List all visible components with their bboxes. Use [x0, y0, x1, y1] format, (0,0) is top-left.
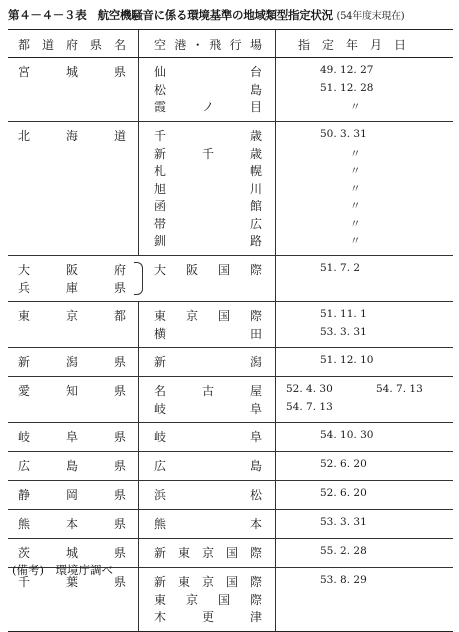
airport-cell: 新 潟: [154, 355, 262, 369]
table-row: [8, 423, 453, 452]
airport-cell: 岐 阜: [154, 401, 262, 416]
prefecture-cell: 静 岡 県: [18, 488, 126, 502]
date-cell: 53. 3. 31: [320, 325, 367, 338]
date-cell: 50. 3. 31: [320, 128, 367, 140]
date-cell: 51. 12. 10: [320, 354, 374, 366]
prefecture-cell: 広 島 県: [18, 459, 126, 473]
date-cell: 52. 6. 20: [320, 458, 367, 470]
airport-cell: 横 田: [154, 326, 262, 341]
date-cell: 53. 3. 31: [320, 516, 367, 528]
date-cell: 53. 8. 29: [320, 574, 367, 586]
table-header: [8, 30, 453, 58]
header-prefecture: 都 道 府 県 名: [18, 38, 126, 52]
table-title: [8, 7, 404, 23]
date-cell: 54. 7. 13: [376, 383, 423, 395]
designation-table: [8, 29, 453, 632]
date-cell: 〃: [350, 200, 361, 212]
date-cell: 51. 7. 2: [320, 262, 361, 274]
prefecture-cell: 熊 本 県: [18, 517, 126, 531]
airport-cell: 仙 台: [154, 65, 262, 79]
airport-cell: 熊 本: [154, 517, 262, 531]
table-body: [8, 58, 453, 632]
date-cell: 54. 7. 13: [286, 400, 333, 413]
date-cell: 〃: [350, 235, 361, 247]
title-text: 第４－４－３表 航空機騒音に係る環境基準の地域類型指定状況: [8, 8, 333, 22]
date-cell: 52. 6. 20: [320, 487, 367, 499]
airport-cell: 浜 松: [154, 488, 262, 502]
table-row: [8, 377, 453, 423]
table-row: [8, 58, 453, 122]
date-cell: 51. 11. 1: [320, 308, 367, 320]
prefecture-cell: 茨 城 県: [18, 546, 126, 560]
airport-cell: 松 島: [154, 82, 262, 97]
date-cell: 〃: [350, 217, 361, 230]
airport-cell: 千 歳: [154, 129, 262, 143]
prefecture-cell: 東 京 都: [18, 309, 126, 323]
airport-cell: 新 千 歳: [154, 146, 262, 161]
airport-cell: 名 古 屋: [154, 384, 262, 398]
prefecture-cell: 宮 城 県: [18, 65, 126, 79]
date-cell: 〃: [350, 147, 361, 160]
table-row: [8, 452, 453, 481]
title-subtitle: (54年度末現在): [336, 11, 405, 22]
prefecture-cell: 愛 知 県: [18, 384, 126, 398]
date-cell: 〃: [350, 165, 361, 177]
date-cell: 〃: [350, 182, 361, 195]
airport-cell: 東 京 国 際: [154, 309, 262, 323]
prefecture-cell: 兵 庫 県: [18, 280, 126, 295]
airport-cell: 東 京 国 際: [154, 592, 262, 607]
date-cell: 55. 2. 28: [320, 545, 367, 557]
airport-cell: 旭 川: [154, 181, 262, 196]
airport-cell: 釧 路: [154, 234, 262, 248]
airport-cell: 大 阪 国 際: [154, 263, 262, 277]
airport-cell: 木 更 津: [154, 610, 262, 624]
airport-cell: 広 島: [154, 459, 262, 473]
header-date: 指 定 年 月 日: [298, 38, 407, 52]
airport-cell: 岐 阜: [154, 430, 262, 444]
airport-cell: 帯 広: [154, 216, 262, 231]
table-row: [8, 302, 453, 348]
airport-cell: 霞 ノ 目: [154, 100, 262, 114]
prefecture-cell: 千 葉 県: [18, 575, 126, 589]
footnote: (備考) 環境庁調べ: [12, 563, 113, 577]
airport-cell: 新 東 京 国 際: [154, 575, 262, 589]
airport-cell: 函 館: [154, 199, 262, 213]
prefecture-cell: 大 阪 府: [18, 263, 126, 277]
table-row: [8, 481, 453, 510]
table-row: [8, 256, 453, 302]
date-cell: 〃: [350, 101, 361, 113]
date-cell: 52. 4. 30: [286, 383, 333, 395]
prefecture-cell: 岐 阜 県: [18, 430, 126, 444]
date-cell: 51. 12. 28: [320, 81, 374, 94]
table-row: [8, 510, 453, 539]
date-cell: 54. 10. 30: [320, 429, 374, 441]
prefecture-cell: 新 潟 県: [18, 355, 126, 369]
date-cell: 49. 12. 27: [320, 64, 374, 76]
prefecture-cell: 北 海 道: [18, 129, 126, 143]
airport-cell: 札 幌: [154, 164, 262, 178]
header-airport: 空 港 ･ 飛 行 場: [154, 38, 262, 52]
table-row: [8, 348, 453, 377]
airport-cell: 新 東 京 国 際: [154, 546, 262, 560]
table-row: [8, 122, 453, 256]
